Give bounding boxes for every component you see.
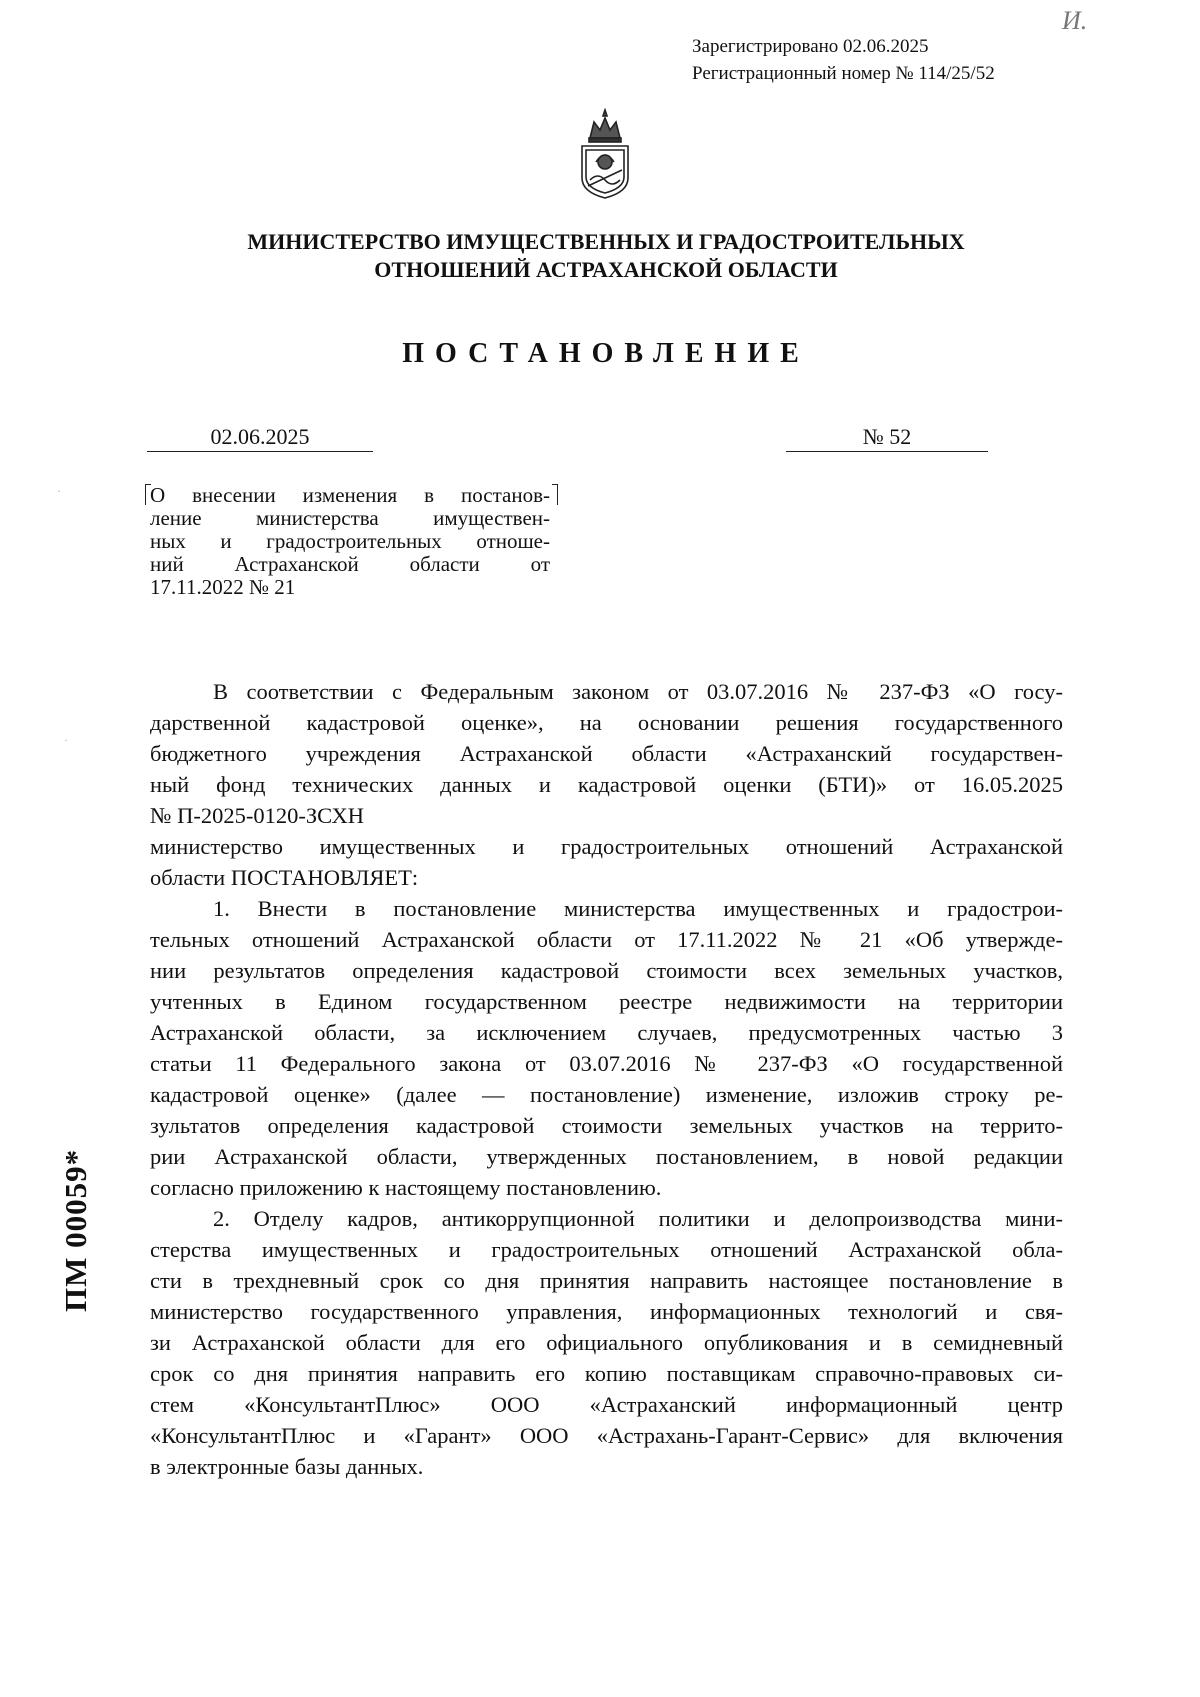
item-2-paragraph [150,1203,1063,1482]
subject-line: 17.11.2022 № 21 [150,575,296,599]
body-line: нии результатов определения кадастровой стоимости всех земельных участков, [150,958,1063,983]
preamble-paragraph [150,676,1063,831]
body-line: министерство государственного управления, информационных технологий и свя- [150,1299,1063,1324]
document-type-title: ПОСТАНОВЛЕНИЕ [402,338,810,369]
body-line: зи Астраханской области для его официального опубликования и в семидневный [150,1330,1063,1355]
body-line: рии Астраханской области, утвержденных постановлением, в новой редакции [150,1144,1063,1169]
registration-number: Регистрационный номер № 114/25/52 [692,63,995,84]
body-line: дарственной кадастровой оценке», на основании решения государственного [150,710,1063,735]
document-date-value: 02.06.2025 [210,424,310,449]
body-line: Астраханской области, за исключением случаев, предусмотренных частью 3 [150,1020,1063,1045]
subject-line: О внесении изменения в постанов- [150,483,550,507]
ministry-name-line2: ОТНОШЕНИЙ АСТРАХАНСКОЙ ОБЛАСТИ [374,257,838,282]
document-number-value: № 52 [862,424,912,449]
body-line: кадастровой оценке» (далее — постановление) изменение, изложив строку ре- [150,1082,1063,1107]
side-document-code: ПМ 00059* [58,1148,93,1312]
body-line: 1. Внести в постановление министерства имущественных и градострои- [213,896,1063,921]
body-line: стерства имущественных и градостроительных отношений Астраханской обла- [150,1237,1063,1262]
registration-date: Зарегистрировано 02.06.2025 [692,36,929,57]
body-line: учтенных в Едином государственном реестре недвижимости на территории [150,989,1063,1014]
body-line: 2. Отделу кадров, антикоррупционной политики и делопроизводства мини- [213,1206,1063,1231]
body-line: срок со дня принятия направить его копию поставщикам справочно-правовых си- [150,1361,1063,1386]
body-line: зультатов определения кадастровой стоимости земельных участков на террито- [150,1113,1063,1138]
subject-line: ление министерства имуществен- [150,506,550,530]
subject-line: ний Астраханской области от [150,552,550,576]
document-body [150,676,1063,1482]
body-line: ный фонд технических данных и кадастровой оценки (БТИ)» от 16.05.2025 [150,772,1063,797]
body-line: в электронные базы данных. [150,1454,424,1479]
body-line: министерство имущественных и градостроительных отношений Астраханской [150,834,1063,859]
subject-heading [150,484,550,599]
registration-stamp [692,33,995,87]
body-line: бюджетного учреждения Астраханской области «Астраханский государствен- [150,741,1063,766]
subject-line: ных и градостроительных отноше- [150,529,550,553]
ministry-name-line1: МИНИСТЕРСТВО ИМУЩЕСТВЕННЫХ И ГРАДОСТРОИТЕЛЬНЫХ [247,229,965,254]
document-date [147,423,373,452]
body-line: сти в трехдневный срок со дня принятия направить настоящее постановление в [150,1268,1063,1293]
body-line: № П-2025-0120-ЗСХН [150,803,365,828]
body-line: тельных отношений Астраханской области от 17.11.2022 № 21 «Об утвержде- [150,927,1063,952]
body-line: согласно приложению к настоящему постановлению. [150,1175,662,1200]
astrakhan-coat-of-arms-icon [574,108,636,202]
body-line: области ПОСТАНОВЛЯЕТ: [150,865,419,890]
resolves-paragraph [150,831,1063,893]
subject-bracket-right [552,484,558,505]
body-line: статьи 11 Федерального закона от 03.07.2016 № 237-ФЗ «О государственной [150,1051,1063,1076]
document-number [786,423,988,452]
body-line: стем «КонсультантПлюс» ООО «Астраханский информационный центр [150,1392,1063,1417]
scan-speck: · [57,484,61,498]
item-1-paragraph [150,893,1063,1203]
body-line: «КонсультантПлюс и «Гарант» ООО «Астрахань-Гарант-Сервис» для включения [150,1423,1063,1448]
ministry-name [0,228,1200,284]
scan-speck: · [64,733,68,747]
body-line: В соответствии с Федеральным законом от 03.07.2016 № 237-ФЗ «О госу- [213,679,1063,704]
corner-handwritten-mark: И. [1062,6,1088,35]
